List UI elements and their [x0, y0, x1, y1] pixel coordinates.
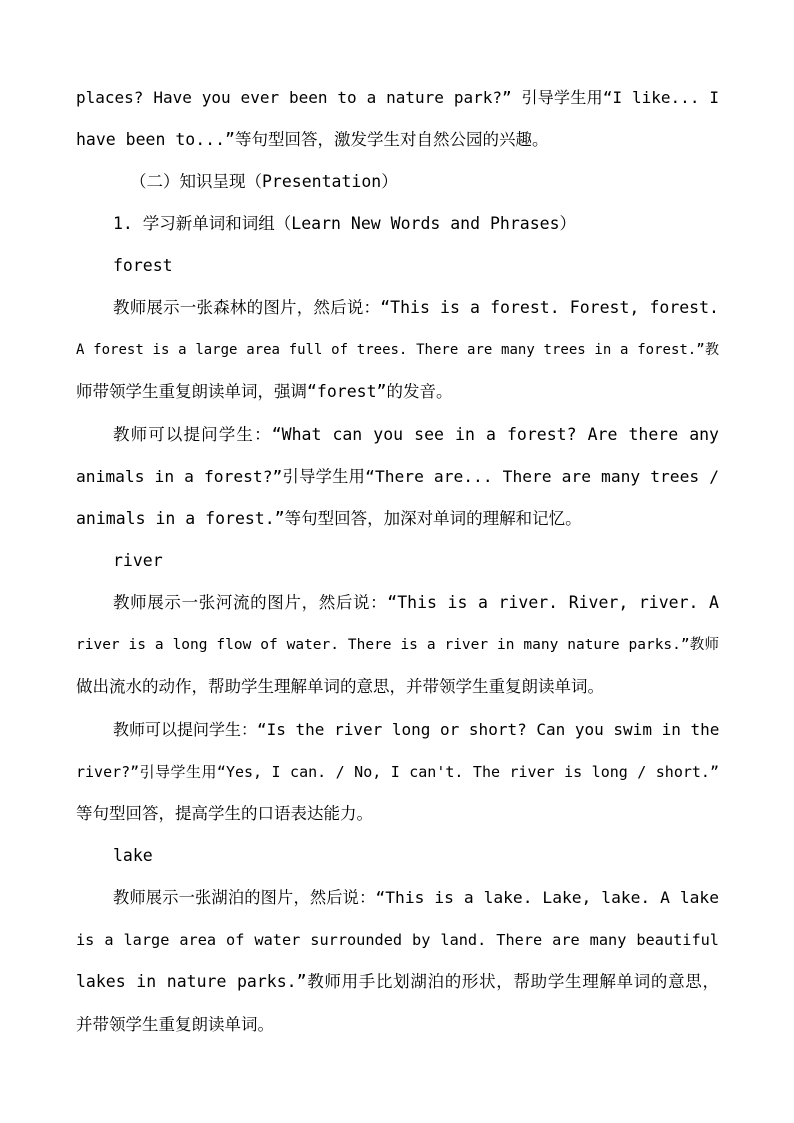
vocabulary-word: forest [113, 256, 173, 275]
paragraph-line: 师带领学生重复朗读单词，强调“forest”的发音。 [76, 382, 453, 401]
paragraph-line: A forest is a large area full of trees. There are many trees in a forest.”教 [76, 342, 719, 358]
paragraph-line: 做出流水的动作，帮助学生理解单词的意思，并带领学生重复朗读单词。 [76, 677, 604, 696]
vocabulary-word: river [113, 551, 163, 570]
paragraph-line: lakes in nature parks.”教师用手比划湖泊的形状，帮助学生理解单词的意思， [76, 972, 719, 991]
paragraph-line: 教师展示一张河流的图片，然后说：“This is a river. River, river. A [113, 593, 719, 612]
paragraph-line: 教师展示一张森林的图片，然后说：“This is a forest. Forest, forest. [113, 298, 719, 317]
paragraph-line: 并带领学生重复朗读单词。 [76, 1015, 274, 1034]
paragraph-line: animals in a forest.”等句型回答，加深对单词的理解和记忆。 [76, 509, 582, 528]
vocabulary-word: lake [113, 846, 153, 865]
paragraph-line: 教师可以提问学生：“Is the river long or short? Can you swim in the [113, 720, 719, 739]
paragraph-line: river is a long flow of water. There is a river in many nature parks.”教师 [76, 637, 719, 653]
paragraph-line: 教师展示一张湖泊的图片，然后说：“This is a lake. Lake, lake. A lake [113, 888, 719, 907]
paragraph-line: 等句型回答，提高学生的口语表达能力。 [76, 804, 373, 823]
paragraph-line: animals in a forest?”引导学生用“There are... There are many trees / [76, 467, 719, 486]
paragraph-line: have been to...”等句型回答，激发学生对自然公园的兴趣。 [76, 130, 549, 149]
section-heading: （二）知识呈现（Presentation） [130, 172, 398, 191]
subsection-heading: 1. 学习新单词和词组（Learn New Words and Phrases） [113, 214, 577, 233]
paragraph-line: river?”引导学生用“Yes, I can. / No, I can't. The river is long / short.” [76, 763, 719, 781]
paragraph-line: places? Have you ever been to a nature park?” 引导学生用“I like... I [76, 88, 719, 107]
paragraph-line: is a large area of water surrounded by land. There are many beautiful [76, 931, 719, 949]
paragraph-line: 教师可以提问学生：“What can you see in a forest? Are there any [113, 425, 719, 444]
